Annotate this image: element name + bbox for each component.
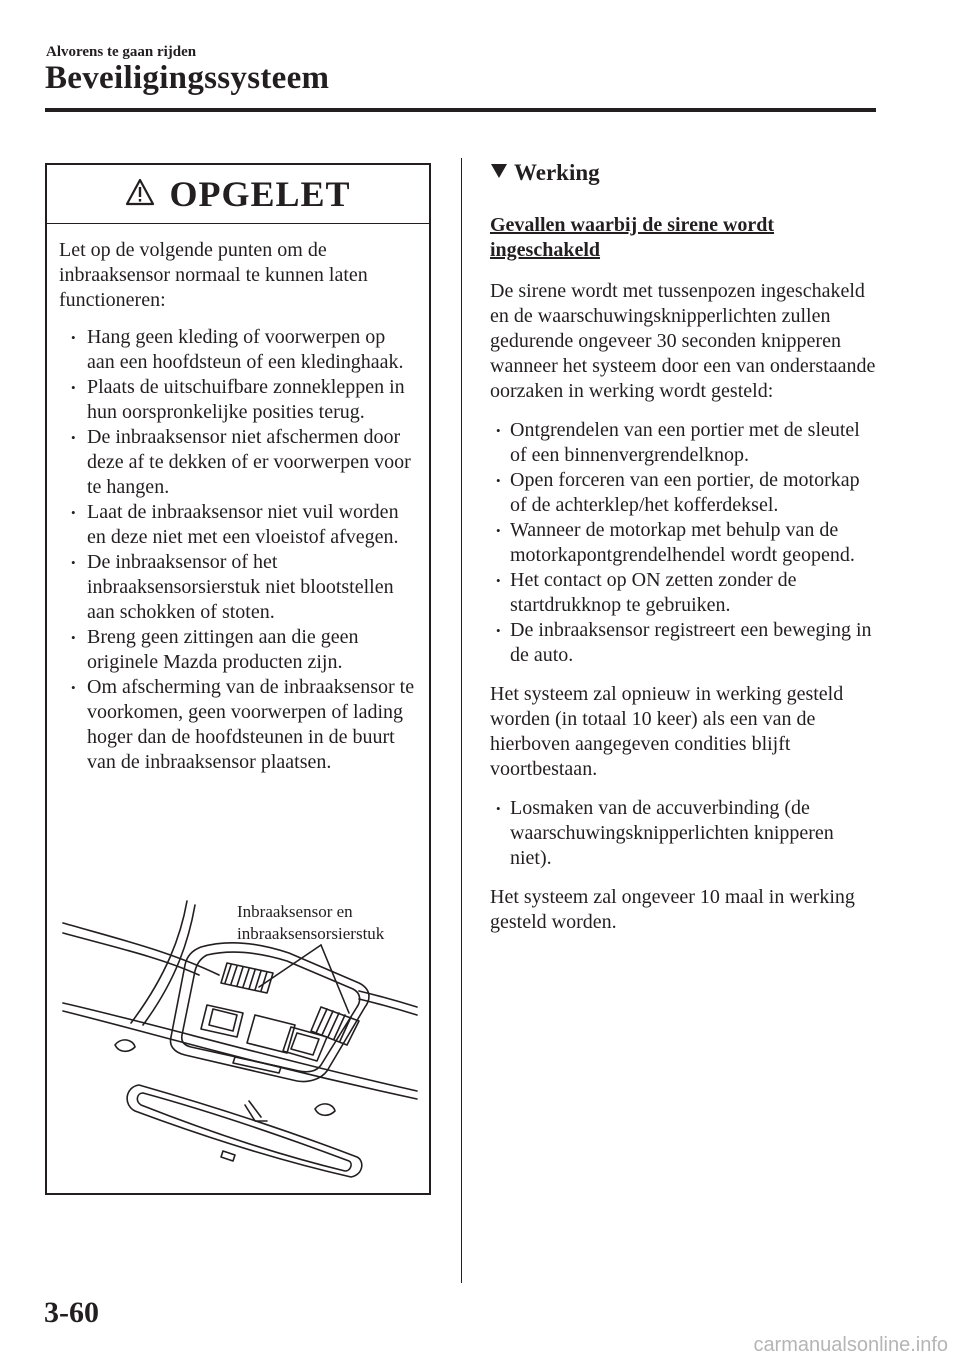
caution-item: • Breng geen zittingen aan die geen originele Mazda producten zijn. — [59, 625, 417, 675]
header-divider — [45, 108, 876, 112]
exceptions-list — [490, 796, 880, 871]
triangle-down-icon — [490, 163, 508, 184]
caution-list — [59, 325, 417, 775]
caution-intro: Let op de volgende punten om de inbraaksensor normaal te kunnen laten functioneren: — [59, 239, 368, 311]
list-item: • Ontgrendelen van een portier met de sleutel of een binnenvergrendelknop. — [490, 418, 880, 468]
column-divider — [461, 158, 462, 1283]
caution-item: • De inbraaksensor of het inbraaksensorsierstuk niet blootstellen aan schokken of stoten. — [59, 550, 417, 625]
list-item: • Het contact op ON zetten zonder de startdrukknop te gebruiken. — [490, 568, 880, 618]
illustration-label: Inbraaksensor en — [237, 902, 353, 921]
subheading-line: ingeschakeld — [490, 239, 601, 261]
operation-content — [490, 213, 880, 949]
subheading — [490, 213, 880, 263]
caution-item: • Om afscherming van de inbraaksensor te voorkomen, geen voorwerpen of lading hoger dan de hoofdsteunen in de buurt van de inbraaksensor plaatsen. — [59, 675, 417, 775]
list-item: • Open forceren van een portier, de motorkap of de achterklep/het kofferdeksel. — [490, 468, 880, 518]
chapter-subtitle: Alvorens te gaan rijden — [46, 44, 197, 60]
intrusion-sensor-illustration — [59, 895, 421, 1185]
overhead-console-drawing — [59, 895, 421, 1185]
caution-item: • Plaats de uitschuifbare zonnekleppen in hun oorspronkelijke posities terug. — [59, 375, 417, 425]
caution-item: • Laat de inbraaksensor niet vuil worden en deze niet met een vloeistof afvegen. — [59, 500, 417, 550]
list-item: • Losmaken van de accuverbinding (de waarschuwingsknipperlichten knipperen niet). — [490, 796, 880, 871]
caution-item: • Hang geen kleding of voorwerpen op aan een hoofdsteun of een kledinghaak. — [59, 325, 417, 375]
paragraph: Het systeem zal opnieuw in werking gesteld worden (in totaal 10 keer) als een van de hierboven aangegeven condities blijft voortbestaan. — [490, 683, 844, 780]
caution-item: • De inbraaksensor niet afschermen door deze af te dekken of er voorwerpen voor te hangen. — [59, 425, 417, 500]
paragraph: De sirene wordt met tussenpozen ingeschakeld en de waarschuwingsknipperlichten zullen gedurende ongeveer 30 seconden knipperen wanneer het systeem door een van onderstaande oorzaken in werking wordt gesteld: — [490, 280, 876, 402]
caution-title: OPGELET — [169, 174, 351, 214]
list-item: • Wanneer de motorkap met behulp van de motorkapontgrendelhendel wordt geopend. — [490, 518, 880, 568]
section-title: Werking — [514, 160, 600, 185]
page-number: 3-60 — [44, 1296, 99, 1329]
caution-box — [45, 163, 431, 1195]
page-title: Beveiligingssysteem — [45, 60, 330, 96]
warning-triangle-icon — [125, 178, 155, 211]
list-item: • De inbraaksensor registreert een beweging in de auto. — [490, 618, 880, 668]
caution-header — [47, 165, 429, 224]
subheading-line: Gevallen waarbij de sirene wordt — [490, 214, 775, 236]
section-heading — [490, 160, 600, 186]
paragraph: Het systeem zal ongeveer 10 maal in werking gesteld worden. — [490, 886, 855, 933]
causes-list — [490, 418, 880, 668]
caution-body — [47, 224, 429, 775]
watermark: carmanualsonline.info — [753, 1334, 948, 1356]
illustration-label: inbraaksensorsierstuk — [237, 924, 385, 943]
